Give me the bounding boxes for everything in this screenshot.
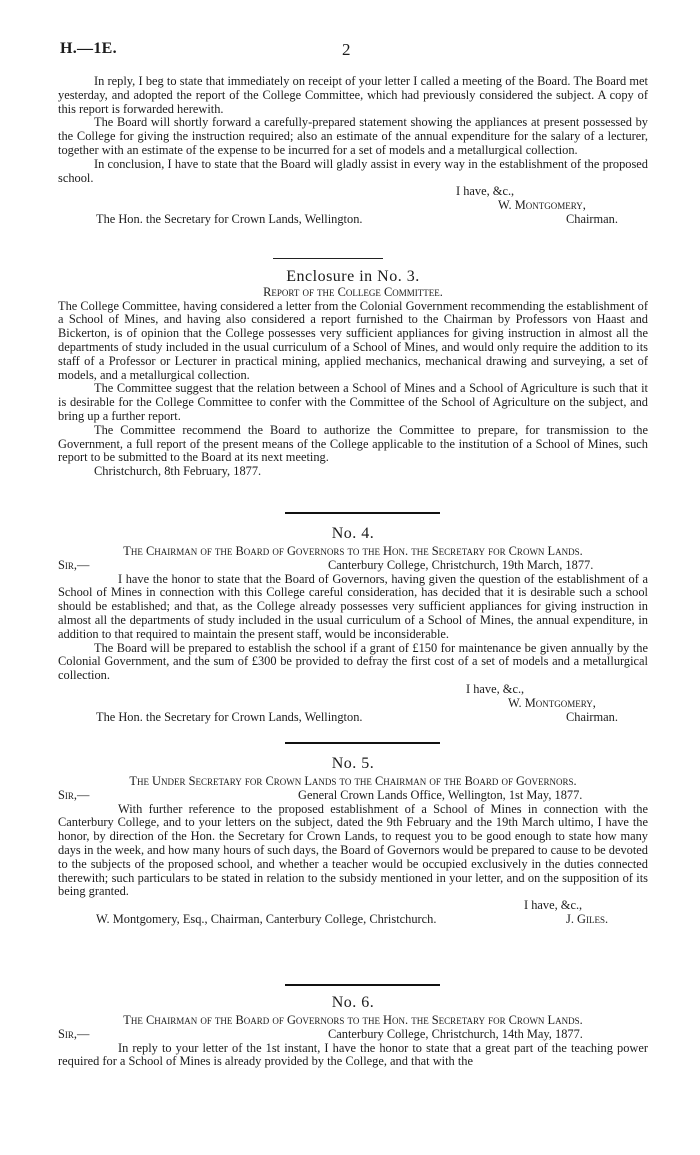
place-date: Canterbury College, Christchurch, 14th May, 1877.: [328, 1026, 583, 1041]
salutation: Sir,—: [58, 787, 90, 802]
closing: I have, &c.,: [524, 898, 583, 913]
section-divider: [285, 512, 440, 514]
intro-closing-row: [58, 185, 648, 199]
salutation: Sir,—: [58, 557, 90, 572]
enclosure-paragraph: The Committee suggest that the relation between a School of Mines and a School of Agriculture is such that it is desirable for the College Committee to confer with the Committee of the School of Agriculture on the subject, and bring up a further report.: [58, 381, 648, 423]
signer-title: Chairman.: [566, 212, 618, 227]
section-divider: [285, 984, 440, 986]
enclosure-section: [58, 270, 648, 479]
no4-addressee-row: [58, 711, 648, 725]
page-number: 2: [342, 40, 351, 59]
signer: W. Montgomery,: [498, 198, 586, 213]
no6-paragraph: In reply to your letter of the 1st instant, I have the honor to state that a great part of the teaching power required for a School of Mines is already provided by the College, and that with the: [58, 1040, 648, 1069]
enclosure-subtitle: Report of the College Committee.: [263, 284, 443, 299]
addressee: W. Montgomery, Esq., Chairman, Canterbury College, Christchurch.: [96, 912, 437, 927]
letter-no4: [58, 527, 648, 725]
letter-no6: [58, 996, 648, 1069]
no6-title: No. 6.: [331, 994, 375, 1011]
enclosure-date: Christchurch, 8th February, 1877.: [94, 464, 262, 479]
intro-paragraph: In conclusion, I have to state that the Board will gladly assist in every way in the establishment of the proposed school.: [58, 156, 648, 185]
no5-salutation-row: [58, 789, 648, 803]
place-date: Canterbury College, Christchurch, 19th March, 1877.: [328, 557, 594, 572]
signer-title: Chairman.: [566, 709, 618, 724]
closing: I have, &c.,: [466, 681, 525, 696]
no5-paragraph: With further reference to the proposed establishment of a School of Mines in connection with the Canterbury College, and to your letters on the subject, dated the 9th February and the 19th March ultimo, I have the honor, by direction of the Hon. the Secretary for Crown Lands, to request you to be good enough to state how many days in the week, and how many hours of such days, the Board of Governors would be prepared to cause to be devoted to the subjects of the proposed school, and whether a teacher would be occupied exclusively in the duties connected therewith; such particulars to be stated in relation to the subsidy mentioned in your letter, and on the supposition of its being granted.: [58, 801, 648, 899]
no4-heading: The Chairman of the Board of Governors to the Hon. the Secretary for Crown Lands.: [123, 543, 583, 558]
enclosure-paragraph: The Committee recommend the Board to authorize the Committee to prepare, for transmission to the Government, a full report of the present means of the College applicable to the institution of a School of Mines, such report to be submitted to the Board at its next meeting.: [58, 422, 648, 465]
no4-title: No. 4.: [331, 525, 375, 542]
intro-paragraph: In reply, I beg to state that immediately on receipt of your letter I called a meeting of the Board. The Board met yesterday, and adopted the report of the College Committee, which had previously considered the subject. A copy of this report is forwarded herewith.: [58, 74, 648, 116]
no4-closing-row: [58, 683, 648, 697]
no6-heading: The Chairman of the Board of Governors to the Hon. the Secretary for Crown Lands.: [123, 1012, 583, 1027]
enclosure-paragraph: The College Committee, having considered a letter from the Colonial Government recommending the establishment of a School of Mines, and having also considered a report furnished to the Chairman by Professors von Haast and Bickerton, is of opinion that the College possesses very sufficient appliances for giving instruction in almost all the departments of study included in the usual curriculum of a School of Mines, and would only require the addition to its staff of a Professor or Lecturer in practical mining, applied mechanics, mechanical drawing and surveying, a set of models, and a metallurgical collection.: [58, 298, 648, 382]
section-divider: [285, 742, 440, 744]
addressee: The Hon. the Secretary for Crown Lands, Wellington.: [96, 709, 363, 724]
place-date: General Crown Lands Office, Wellington, 1st May, 1877.: [298, 787, 583, 802]
no5-closing-row: [58, 899, 648, 913]
page-header: [60, 40, 645, 62]
no5-heading: The Under Secretary for Crown Lands to the Chairman of the Board of Governors.: [129, 773, 577, 788]
signer: J. Giles.: [566, 912, 609, 927]
no4-paragraph: I have the honor to state that the Board of Governors, having given the question of the establishment of a School of Mines in connection with this College careful consideration, has decided that it is desirable such a school should be established; and that, as the College already possesses very sufficient appliances for giving instruction in almost all the departments of study included in the usual curriculum of a School of Mines, the annual expenditure, in addition to that required to maintain the present staff, would be inconsiderable.: [58, 571, 648, 641]
salutation: Sir,—: [58, 1026, 90, 1041]
addressee: The Hon. the Secretary for Crown Lands, Wellington.: [96, 212, 363, 227]
signer: W. Montgomery,: [508, 695, 596, 710]
closing: I have, &c.,: [456, 184, 515, 199]
no4-salutation-row: [58, 559, 648, 573]
section-divider: [273, 258, 383, 259]
no5-addressee-row: [58, 913, 648, 927]
no4-paragraph: The Board will be prepared to establish the school if a grant of £150 for maintenance be given annually by the Colonial Government, and the sum of £300 be provided to defray the first cost of a set of models and a metallurgical collection.: [58, 640, 648, 683]
intro-addressee-row: [58, 213, 648, 227]
letter-no5: [58, 757, 648, 927]
intro-letter: [58, 75, 648, 227]
no5-title: No. 5.: [331, 755, 375, 772]
intro-signer-row: [58, 199, 648, 213]
no6-salutation-row: [58, 1028, 648, 1042]
header-reference: H.—1E.: [60, 40, 117, 57]
intro-paragraph: The Board will shortly forward a carefully-prepared statement showing the appliances at present possessed by the College for giving the instruction required; also an estimate of the annual expenditure for the salary of a lecturer, together with an estimate of the expense to be incurred for a set of models and a metallurgical collection.: [58, 115, 648, 157]
no4-signer-row: [58, 697, 648, 711]
enclosure-title: Enclosure in No. 3.: [286, 268, 420, 285]
